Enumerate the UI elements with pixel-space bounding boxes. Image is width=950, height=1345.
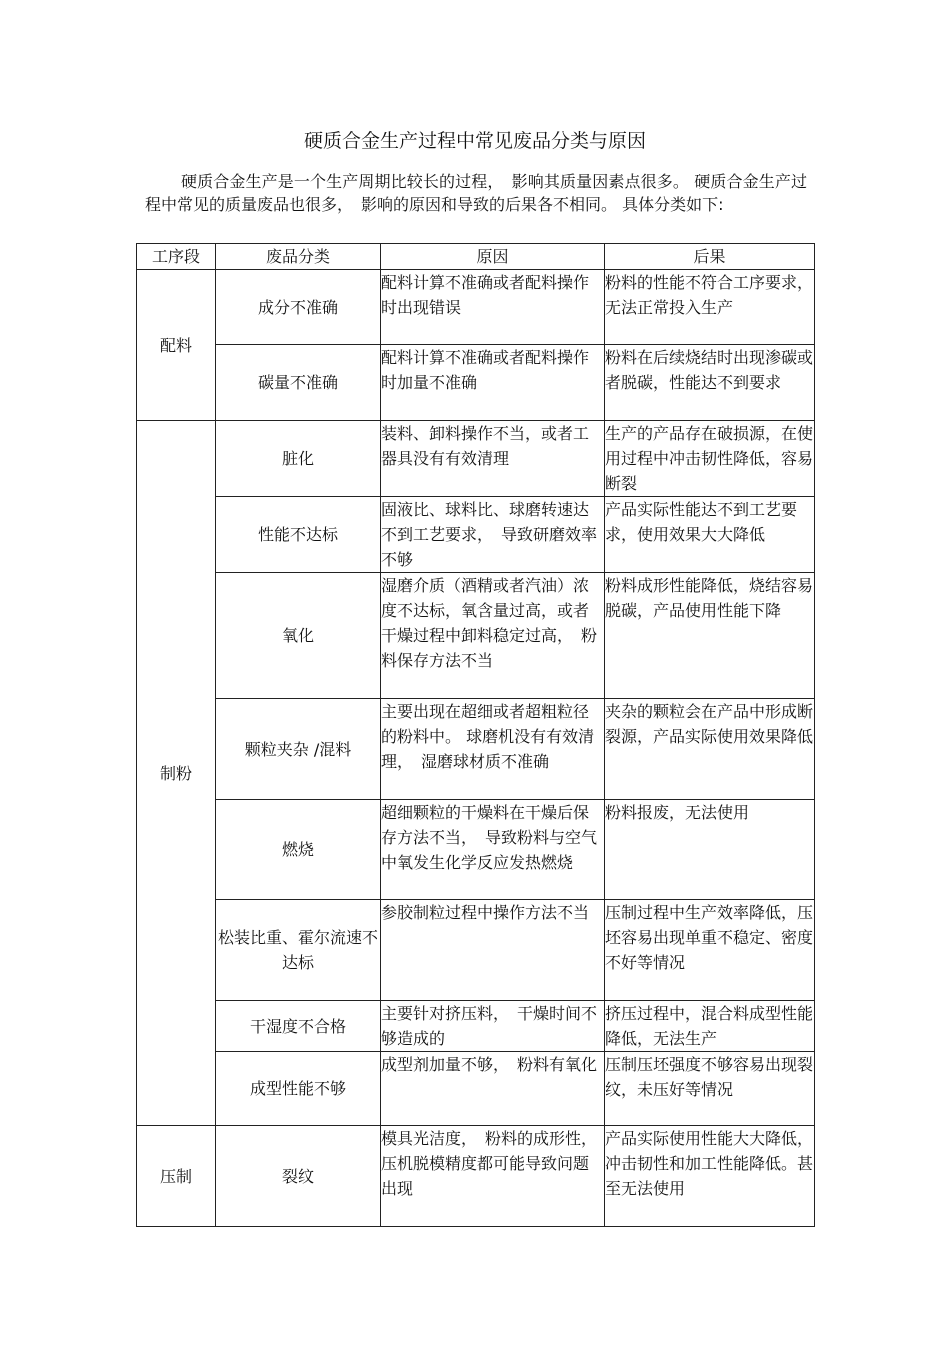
cause-cell: 主要出现在超细或者超粗粒径的粉料中。 球磨机没有有效清理， 湿磨球材质不准确 [381,699,605,800]
category-cell: 脏化 [216,421,381,497]
effect-cell: 粉料成形性能降低，烧结容易脱碳，产品使用性能下降 [605,573,815,699]
cause-cell: 主要针对挤压料， 干燥时间不够造成的 [381,1001,605,1052]
category-cell: 燃烧 [216,800,381,900]
table-row [137,1126,815,1227]
table-row [137,699,815,800]
effect-cell: 粉料报废，无法使用 [605,800,815,900]
table-row [137,1052,815,1126]
category-cell: 裂纹 [216,1126,381,1227]
stage-cell: 制粉 [137,421,216,1126]
table-row [137,573,815,699]
table-row [137,900,815,1001]
cause-cell: 装料、卸料操作不当，或者工器具没有有效清理 [381,421,605,497]
document-title: 硬质合金生产过程中常见废品分类与原因 [303,130,646,152]
table-row [137,1001,815,1052]
effect-cell: 挤压过程中，混合料成型性能降低，无法生产 [605,1001,815,1052]
cause-cell: 配料计算不准确或者配料操作时加量不准确 [381,345,605,421]
effect-cell: 夹杂的颗粒会在产品中形成断裂源，产品实际使用效果降低 [605,699,815,800]
category-cell: 干湿度不合格 [216,1001,381,1052]
category-cell: 性能不达标 [216,497,381,573]
cause-cell: 成型剂加量不够， 粉料有氧化 [381,1052,605,1126]
effect-cell: 压制过程中生产效率降低，压坯容易出现单重不稳定、密度不好等情况 [605,900,815,1001]
category-cell: 成型性能不够 [216,1052,381,1126]
cause-cell: 超细颗粒的干燥料在干燥后保存方法不当， 导致粉料与空气中氧发生化学反应发热燃烧 [381,800,605,900]
cause-cell: 配料计算不准确或者配料操作时出现错误 [381,270,605,345]
category-cell: 颗粒夹杂 /混料 [216,699,381,800]
table-row [137,345,815,421]
effect-cell: 产品实际使用性能大大降低，冲击韧性和加工性能降低。甚至无法使用 [605,1126,815,1227]
cause-cell: 参胶制粒过程中操作方法不当 [381,900,605,1001]
table-row [137,270,815,345]
effect-cell: 粉料的性能不符合工序要求，无法正常投入生产 [605,270,815,345]
cause-cell: 模具光洁度， 粉料的成形性，压机脱模精度都可能导致问题出现 [381,1126,605,1227]
table-row [137,497,815,573]
table-row [137,421,815,497]
effect-cell: 产品实际性能达不到工艺要求，使用效果大大降低 [605,497,815,573]
header-stage: 工序段 [137,244,216,270]
defect-table [136,243,815,1227]
effect-cell: 生产的产品存在破损源，在使用过程中冲击韧性降低，容易断裂 [605,421,815,497]
cause-cell: 固液比、球料比、球磨转速达不到工艺要求， 导致研磨效率不够 [381,497,605,573]
table-row [137,800,815,900]
header-cause: 原因 [381,244,605,270]
effect-cell: 粉料在后续烧结时出现渗碳或者脱碳，性能达不到要求 [605,345,815,421]
category-cell: 成分不准确 [216,270,381,345]
header-category: 废品分类 [216,244,381,270]
category-cell: 碳量不准确 [216,345,381,421]
cause-cell: 湿磨介质（酒精或者汽油）浓度不达标，氧含量过高，或者干燥过程中卸料稳定过高， 粉料保存方法不当 [381,573,605,699]
category-cell: 松装比重、霍尔流速不达标 [216,900,381,1001]
category-cell: 氧化 [216,573,381,699]
stage-cell: 配料 [137,270,216,421]
header-effect: 后果 [605,244,815,270]
intro-paragraph: 硬质合金生产是一个生产周期比较长的过程， 影响其质量因素点很多。 硬质合金生产过程中常见的质量废品也很多， 影响的原因和导致的后果各不相同。 具体分类如下: [145,172,807,214]
stage-cell: 压制 [137,1126,216,1227]
effect-cell: 压制压坯强度不够容易出现裂纹，未压好等情况 [605,1052,815,1126]
table-header-row [137,244,815,270]
